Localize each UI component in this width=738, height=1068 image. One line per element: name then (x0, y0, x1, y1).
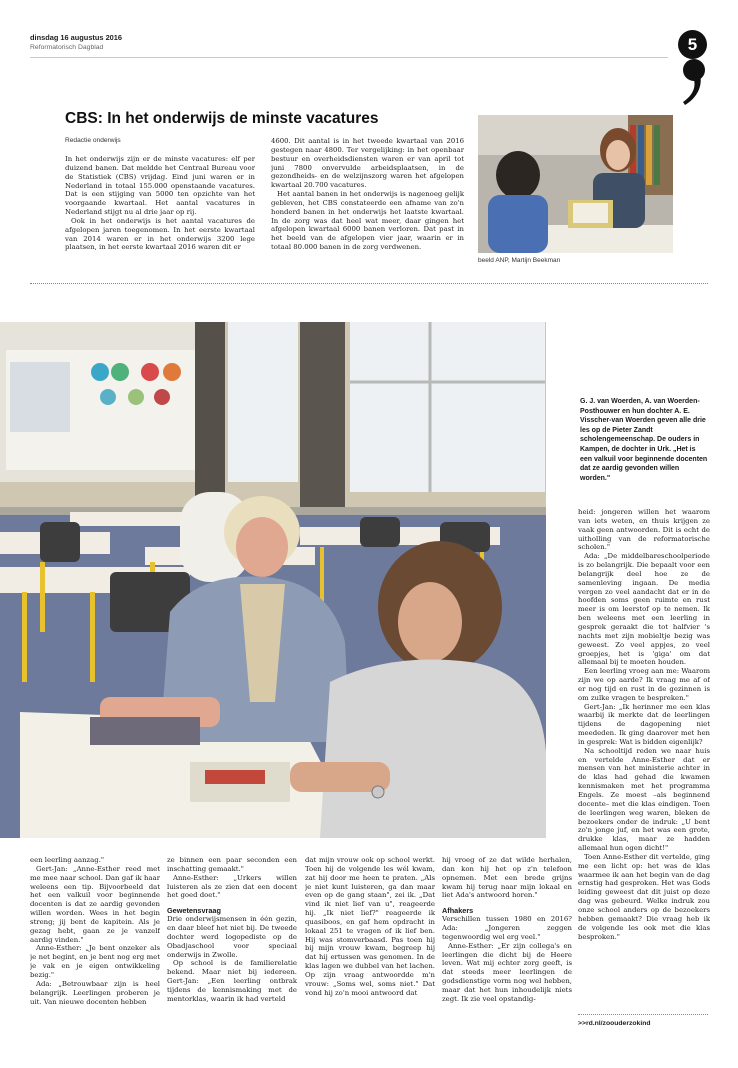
paragraph: Ook in het onderwijs is het aantal vacatures de afgelopen jaren toegenomen. In het eerste kwartaal van 2014 waren er in het onderwijs 3200 lege plaatsen, in het eerste kwartaal 2016 waren dit er (65, 216, 255, 252)
paragraph: Anne-Esther: „Je bent onzeker als je net begint, en je bent nog erg met je vak en je eigen ontwikkeling bezig." (30, 944, 160, 979)
family-teachers-photo (0, 322, 546, 838)
header-rule (30, 57, 668, 58)
paragraph: Anne-Esther: „Urkers willen luisteren als ze zien dat een docent het goed doet." (167, 873, 297, 900)
bottom-column-4 (442, 856, 572, 1031)
footer-link[interactable]: >>rd.nl/zoouderzokind (578, 1020, 651, 1027)
footer-divider (578, 1014, 708, 1015)
article-headline: CBS: In het onderwijs de minste vacatures (65, 110, 379, 127)
subheading-gewetensvraag: Gewetensvraag (167, 906, 221, 916)
classroom-photo (478, 115, 673, 253)
paragraph: Toen Anne-Esther dit vertelde, ging me een licht op: het was de klas waarmee ik aan het begin van de dag ernstig had gesproken. Het was Gods leiding geweest dat dit juist op deze dag was gebeurd. Welke indruk zou onze school anders op de bezoekers hebben gemaakt? Die vraag heb ik de volgende les ook met die klas besproken." (578, 852, 710, 941)
article-column-2 (271, 137, 464, 265)
photo-credit: beeld ANP, Martijn Beekman (478, 257, 561, 264)
paragraph: Anne-Esther: „Er zijn collega's en leerlingen die dicht bij de Heere leven. Wat mij echter zorg geeft, is dat steeds meer leerlingen de godsdienstige vorm nog wel hebben, maar dat het hun inhoudelijk niets zegt. Ik zie veel opstandig- (442, 941, 572, 1003)
paragraph: hij vroeg of ze dat wilde herhalen, dan kon hij het op z'n telefoon opnemen. Met een brede grijns kwam hij terug naar mijn lokaal en liet Ada's antwoord horen." (442, 856, 572, 900)
paragraph: Gert-Jan: „Ik herinner me een klas waarbij ik merkte dat de leerlingen tijdens de dagopening niet meededen. Ik ging daarover met hen in gesprek: Wat is bidden eigenlijk? (578, 702, 710, 746)
comma-logo-icon (681, 58, 707, 106)
paragraph: Ada: „Betrouwbaar zijn is heel belangrijk. Leerlingen proberen je uit. Van nieuwe docenten hebben (30, 979, 160, 1006)
paragraph: Verschillen tussen 1980 en 2016? Ada: „Jongeren zeggen tegenwoordig wel erg veel." (442, 915, 572, 941)
article-byline: Redactie onderwijs (65, 137, 121, 144)
subheading-afhakers: Afhakers (442, 906, 474, 916)
paragraph: In het onderwijs zijn er de minste vacatures: elf per duizend banen. Dat meldde het Centraal Bureau voor de Statistiek (CBS) vrijdag. Eind juni waren er in Nederland in totaal 155.000 openstaande vacatures. Dat is een stijging van 5000 ten opzichte van het voorgaande kwartaal. Het aantal vacatures in Nederland stijgt nu al drie jaar op rij. (65, 155, 255, 217)
paragraph: ze binnen een paar seconden een inschatting gemaakt." (167, 856, 297, 873)
paragraph: Na schooltijd reden we naar huis en vertelde Anne-Esther dat er mensen van het ministerie achter in de klas had gehad die kwamen kennismaken met het programma Engels. Ze moest –als beginnend docente– met die klas eindigen. Toen de leerlingen weg waren, bleken de bezoekers onder de indruk: „U bent zo'n jonge juf, en het was een grote, drukke klas, maar ze hadden allemaal hun ogen dicht!" (578, 746, 710, 853)
right-column (578, 508, 710, 1016)
paragraph: Gert-Jan: „Anne-Esther reed met me mee naar school. Dan gaf ik haar weleens een tip. Bijvoorbeeld dat het een valkuil voor beginnende docenten is dat ze aardig gevonden willen worden. Wees in het begin streng; jij bent de kapitein. Als je gezag hebt, gaan ze je vanzelf aardig vinden." (30, 864, 160, 944)
paragraph: een leerling aanzag." (30, 856, 105, 864)
paragraph: Een leerling vroeg aan me: Waarom zijn we op aarde? Ik vraag me af of er nog tijd en rust in de gezinnen is om zulke vragen te bespreken." (578, 667, 710, 702)
paragraph: heid: jongeren willen het waarom van iets weten, en thuis krijgen ze vaak geen antwoorden. Dit is echt de uitholling van de reformatorische scholen." (578, 508, 710, 552)
photo-caption: G. J. van Woerden, A. van Woerden-Posthouwer en hun dochter A. E. Visscher-van Woerden geven alle drie les op de Pieter Zandt scholengemeenschap. De ouders in Kampen, de dochter in Urk. „Het is een valkuil voor beginnende docenten dat ze aardig gevonden willen worden." (580, 398, 708, 482)
paragraph: 4600. Dit aantal is in het tweede kwartaal van 2016 gestegen naar 4800. Ter vergelijking: in het openbaar bestuur en overheidsdiensten waren er van april tot juni 7800 onvervulde arbeidsplaatsen, in de gezondheids- en de welzijnszorg waren het afgelopen kwartaal 20.700 vacatures. (271, 137, 464, 190)
paragraph: Drie onderwijsmensen in één gezin, en daar bleef het niet bij. De tweede dochter werd logopediste op de Obadjaschool voor speciaal onderwijs in Zwolle. (167, 915, 297, 959)
section-divider (30, 283, 708, 284)
page-number: 5 (678, 30, 707, 59)
bottom-column-1 (30, 856, 160, 1031)
paragraph: Op school is de familierelatie bekend. Maar niet bij iedereen. Gert-Jan: „Een leerling ontbrak tijdens de kennismaking met de mentorklas, waarin ik had verteld (167, 959, 297, 1003)
article-column-1 (65, 155, 255, 265)
paragraph: Ada: „De middelbareschoolperiode is zo belangrijk. Die bepaalt voor een belangrijk deel hoe ze de samenleving ingaan. De media vergen zo veel aandacht dat er in de hoofden soms geen ruimte en rust meer is om leerstof op te nemen. Ik ben weleens met een leerling in gesprek geraakt die tot halfvier 's nachts met zijn mobieltje bezig was geweest. Zo veel appjes, zo veel groepjes, het is 'giga' om dat allemaal bij te moeten houden. (578, 552, 710, 667)
issue-date: dinsdag 16 augustus 2016 (30, 33, 123, 42)
bottom-column-3 (305, 856, 435, 1031)
newspaper-name: Reformatorisch Dagblad (30, 44, 104, 51)
paragraph: Het aantal banen in het onderwijs is nagenoeg gelijk gebleven, het CBS constateerde een afname van zo'n honderd banen in het onderwijs het laatste kwartaal. In de zorg was dat heel wat meer, daar gingen het afgelopen kwartaal 6000 banen verloren. Dat past in het beeld van de afgelopen vier jaar, waarin er in totaal 80.000 banen in de zorg verdwenen. (271, 190, 464, 252)
bottom-column-2 (167, 856, 297, 1031)
paragraph: dat mijn vrouw ook op school werkt. Toen hij de volgende les wél kwam, zat hij door me heen te praten. „Als je niet kunt luisteren, ga dan maar even op de gang staan", zei ik. „Dat vind ik niet lief van u", reageerde hij. „Ik niet lief?" reageerde ik quasiboos, en gaf hem opdracht in lokaal 251 te vragen of ik lief ben. Hij was stomverbaasd. Pas toen hij bij mijn vrouw kwam, begreep hij dat hij ertussen was genomen. In de klas lagen we dubbel van het lachen. Op zijn vraag antwoordde m'n vrouw: „Soms wel, soms niet." Dat vond hij zo'n mooi antwoord dat (305, 856, 435, 997)
